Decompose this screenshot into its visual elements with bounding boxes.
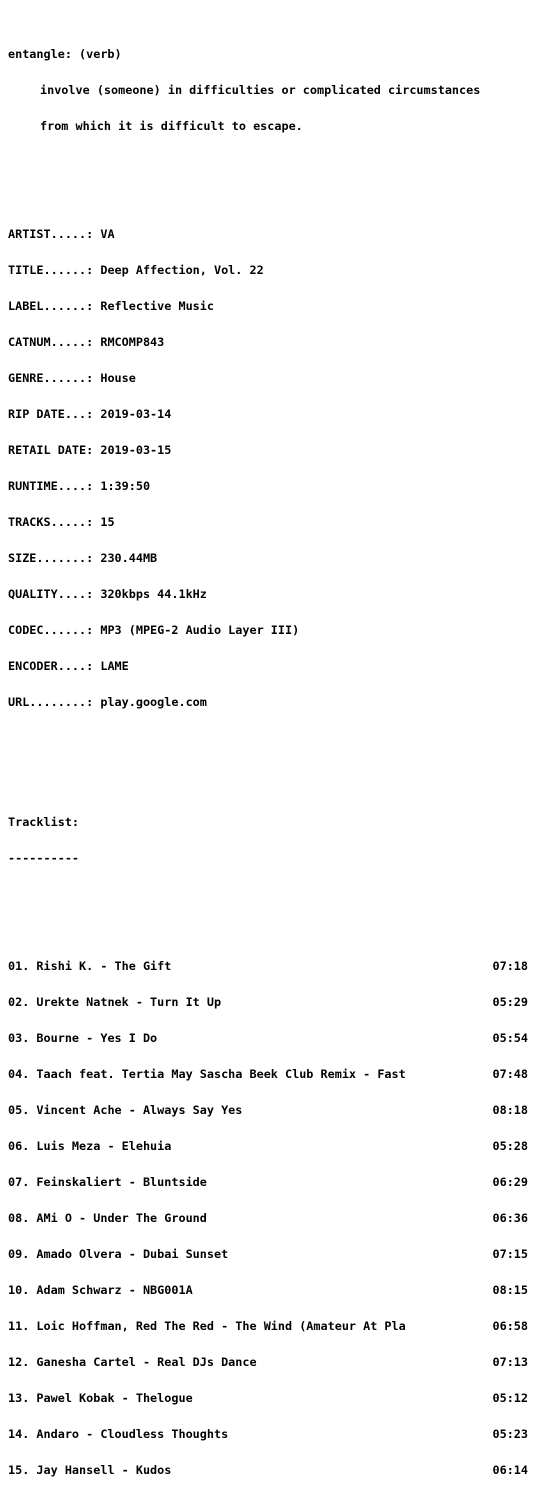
track-number: 06. xyxy=(8,1139,30,1153)
track-entry xyxy=(8,1320,406,1332)
field-label-name xyxy=(8,300,536,312)
track-duration: 07:15 xyxy=(492,1247,528,1261)
track-number: 13. xyxy=(8,1391,30,1405)
field-value: 1:39:50 xyxy=(100,479,151,493)
spacer xyxy=(8,888,536,900)
spacer xyxy=(8,156,536,168)
field-label: ARTIST.....: xyxy=(8,227,101,241)
field-label: URL........: xyxy=(8,695,101,709)
track-duration: 05:23 xyxy=(492,1427,528,1441)
track-entry xyxy=(8,1248,228,1260)
field-label: ENCODER....: xyxy=(8,659,101,673)
track-duration: 06:14 xyxy=(492,1463,528,1477)
track-row xyxy=(8,1068,536,1080)
track-entry xyxy=(8,1032,157,1044)
track-entry xyxy=(8,996,221,1008)
track-title: Jay Hansell - Kudos xyxy=(36,1463,172,1477)
track-row xyxy=(8,1248,536,1260)
track-duration: 07:48 xyxy=(492,1067,528,1081)
field-label: TRACKS.....: xyxy=(8,515,101,529)
track-entry xyxy=(8,1464,171,1476)
track-row xyxy=(8,1212,536,1224)
field-runtime xyxy=(8,480,536,492)
track-duration: 06:36 xyxy=(492,1211,528,1225)
track-entry xyxy=(8,1104,242,1116)
field-codec xyxy=(8,624,536,636)
field-label: QUALITY....: xyxy=(8,587,101,601)
field-value: Deep Affection, Vol. 22 xyxy=(100,263,264,277)
track-row xyxy=(8,960,536,972)
nfo-document xyxy=(8,24,536,1512)
track-row xyxy=(8,1104,536,1116)
track-duration: 06:29 xyxy=(492,1175,528,1189)
field-value: 15 xyxy=(100,515,115,529)
track-number: 08. xyxy=(8,1211,30,1225)
field-value: 230.44MB xyxy=(100,551,158,565)
track-entry xyxy=(8,1284,193,1296)
track-title: Bourne - Yes I Do xyxy=(36,1031,158,1045)
track-row xyxy=(8,1140,536,1152)
track-duration: 07:13 xyxy=(492,1355,528,1369)
definition-line-1: involve (someone) in difficulties or complicated circumstances xyxy=(40,83,481,97)
tracklist-underline: ---------- xyxy=(8,851,80,865)
track-number: 14. xyxy=(8,1427,30,1441)
track-row xyxy=(8,1356,536,1368)
track-duration: 05:12 xyxy=(492,1391,528,1405)
track-title: Loic Hoffman, Red The Red - The Wind (Amateur At Pla xyxy=(36,1319,406,1333)
track-row xyxy=(8,1176,536,1188)
field-title xyxy=(8,264,536,276)
track-list xyxy=(8,936,536,1500)
track-entry xyxy=(8,1068,406,1080)
track-duration: 06:58 xyxy=(492,1319,528,1333)
track-row xyxy=(8,1284,536,1296)
track-number: 04. xyxy=(8,1067,30,1081)
field-label: SIZE.......: xyxy=(8,551,101,565)
track-entry xyxy=(8,1140,171,1152)
field-value: RMCOMP843 xyxy=(100,335,165,349)
track-entry xyxy=(8,1356,257,1368)
track-duration: 08:15 xyxy=(492,1283,528,1297)
track-title: Vincent Ache - Always Say Yes xyxy=(36,1103,243,1117)
field-retail-date xyxy=(8,444,536,456)
field-genre xyxy=(8,372,536,384)
track-title: Ganesha Cartel - Real DJs Dance xyxy=(36,1355,257,1369)
field-value: 2019-03-14 xyxy=(100,407,172,421)
track-row xyxy=(8,1032,536,1044)
tracklist-heading: Tracklist: xyxy=(8,815,80,829)
release-info xyxy=(8,204,536,732)
field-value: Reflective Music xyxy=(100,299,214,313)
field-label: RETAIL DATE: xyxy=(8,443,101,457)
track-duration: 08:18 xyxy=(492,1103,528,1117)
track-title: Pawel Kobak - Thelogue xyxy=(36,1391,193,1405)
definition-headword: entangle: (verb) xyxy=(8,47,122,61)
field-label: TITLE......: xyxy=(8,263,101,277)
field-value: VA xyxy=(100,227,115,241)
track-row xyxy=(8,996,536,1008)
track-title: Adam Schwarz - NBG001A xyxy=(36,1283,193,1297)
field-encoder xyxy=(8,660,536,672)
field-label: GENRE......: xyxy=(8,371,101,385)
track-title: Taach feat. Tertia May Sascha Beek Club Remix - Fast xyxy=(36,1067,406,1081)
spacer xyxy=(8,768,536,780)
definition-line-2: from which it is difficult to escape. xyxy=(40,119,303,133)
track-row xyxy=(8,1392,536,1404)
field-quality xyxy=(8,588,536,600)
track-duration: 05:54 xyxy=(492,1031,528,1045)
track-title: Andaro - Cloudless Thoughts xyxy=(36,1427,229,1441)
track-entry xyxy=(8,960,171,972)
track-duration: 07:18 xyxy=(492,959,528,973)
track-title: AMi O - Under The Ground xyxy=(36,1211,207,1225)
track-number: 09. xyxy=(8,1247,30,1261)
track-number: 03. xyxy=(8,1031,30,1045)
track-number: 10. xyxy=(8,1283,30,1297)
track-number: 05. xyxy=(8,1103,30,1117)
track-row xyxy=(8,1464,536,1476)
track-entry xyxy=(8,1176,207,1188)
track-number: 11. xyxy=(8,1319,30,1333)
field-catnum xyxy=(8,336,536,348)
track-number: 02. xyxy=(8,995,30,1009)
field-url xyxy=(8,696,536,708)
track-title: Rishi K. - The Gift xyxy=(36,959,172,973)
field-value: MP3 (MPEG-2 Audio Layer III) xyxy=(100,623,300,637)
field-tracks xyxy=(8,516,536,528)
track-row xyxy=(8,1428,536,1440)
track-entry xyxy=(8,1428,228,1440)
track-title: Urekte Natnek - Turn It Up xyxy=(36,995,222,1009)
field-label: LABEL......: xyxy=(8,299,101,313)
track-entry xyxy=(8,1392,193,1404)
field-label: RUNTIME....: xyxy=(8,479,101,493)
track-entry xyxy=(8,1212,207,1224)
track-number: 07. xyxy=(8,1175,30,1189)
field-size xyxy=(8,552,536,564)
field-label: CODEC......: xyxy=(8,623,101,637)
track-title: Luis Meza - Elehuia xyxy=(36,1139,172,1153)
track-title: Amado Olvera - Dubai Sunset xyxy=(36,1247,229,1261)
field-label: CATNUM.....: xyxy=(8,335,101,349)
track-duration: 05:28 xyxy=(492,1139,528,1153)
track-title: Feinskaliert - Bluntside xyxy=(36,1175,207,1189)
field-label: RIP DATE...: xyxy=(8,407,101,421)
field-value: LAME xyxy=(100,659,129,673)
track-number: 15. xyxy=(8,1463,30,1477)
field-value: 320kbps 44.1kHz xyxy=(100,587,207,601)
track-number: 12. xyxy=(8,1355,30,1369)
track-duration: 05:29 xyxy=(492,995,528,1009)
field-value: play.google.com xyxy=(100,695,207,709)
field-rip-date xyxy=(8,408,536,420)
track-number: 01. xyxy=(8,959,30,973)
field-value: House xyxy=(100,371,136,385)
track-row xyxy=(8,1320,536,1332)
field-artist xyxy=(8,228,536,240)
field-value: 2019-03-15 xyxy=(100,443,172,457)
